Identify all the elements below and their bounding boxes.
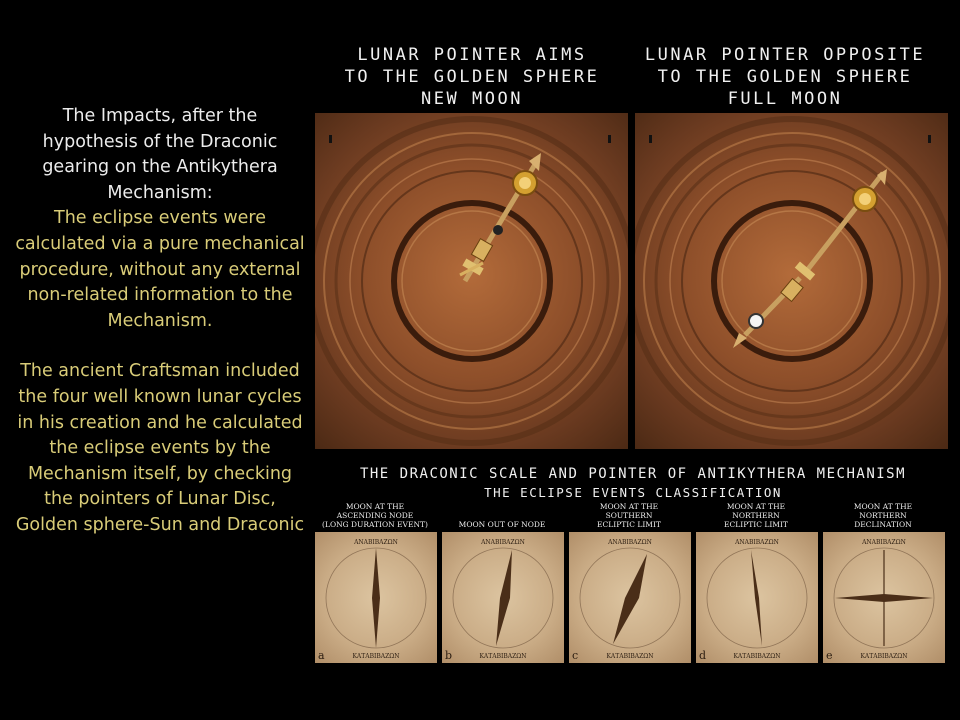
draconic-panel-d xyxy=(696,532,818,663)
panel-letter: a xyxy=(318,649,325,662)
scale-label-top: ΑΝΑΒΙΒΑΖΩΝ xyxy=(608,539,652,546)
scale-label-top: ΑΝΑΒΙΒΑΖΩΝ xyxy=(354,539,398,546)
caption-new-moon-line1: LUNAR POINTER AIMS xyxy=(357,45,587,65)
caption-full-moon-line1: LUNAR POINTER OPPOSITE xyxy=(644,45,926,65)
draconic-label-d: MOON AT THE NORTHERN ECLIPTIC LIMIT xyxy=(724,502,788,529)
intro-text: The Impacts, after the hypothesis of the Draconic gearing on the Antikythera Mechanism: xyxy=(42,106,278,203)
draconic-panel-e xyxy=(823,532,945,663)
scale-label-bottom: ΚΑΤΑΒΙΒΑΖΩΝ xyxy=(352,653,400,660)
caption-full-moon-line3: FULL MOON xyxy=(727,89,843,109)
draconic-panel-b xyxy=(442,532,564,663)
draconic-title: THE DRACONIC SCALE AND POINTER OF ANTIKYTHERA MECHANISM xyxy=(359,466,907,482)
panel-letter: d xyxy=(699,649,707,662)
caption-new-moon-line2: TO THE GOLDEN SPHERE xyxy=(344,67,600,87)
scale-label-bottom: ΚΑΤΑΒΙΒΑΖΩΝ xyxy=(479,653,527,660)
caption-full-moon xyxy=(632,44,938,110)
scale-label-top: ΑΝΑΒΙΒΑΖΩΝ xyxy=(481,539,525,546)
panel-letter: b xyxy=(445,649,453,662)
caption-full-moon-line2: TO THE GOLDEN SPHERE xyxy=(657,67,913,87)
scale-label-bottom: ΚΑΤΑΒΙΒΑΖΩΝ xyxy=(733,653,781,660)
scale-label-top: ΑΝΑΒΙΒΑΖΩΝ xyxy=(862,539,906,546)
paragraph-craftsman: The ancient Craftsman included the four well known lunar cycles in his creation and he calculated the eclipse events by the Mechanism itself, by checking the pointers of Lunar Disc, Golden sphere-Sun and Draconic xyxy=(15,361,305,535)
dial-image-full-moon xyxy=(635,113,948,449)
draconic-subtitle: THE ECLIPSE EVENTS CLASSIFICATION xyxy=(484,485,782,500)
draconic-label-b: MOON OUT OF NODE xyxy=(458,520,546,529)
draconic-label-c: MOON AT THE SOUTHERN ECLIPTIC LIMIT xyxy=(597,502,661,529)
panel-letter: c xyxy=(572,649,579,662)
draconic-label-a: MOON AT THE ASCENDING NODE (LONG DURATION EVENT) xyxy=(322,502,428,529)
scale-label-bottom: ΚΑΤΑΒΙΒΑΖΩΝ xyxy=(606,653,654,660)
left-text-block xyxy=(14,104,306,539)
draconic-panel-c xyxy=(569,532,691,663)
paragraph-mechanical: The eclipse events were calculated via a pure mechanical procedure, without any external non-related information to the Mechanism. xyxy=(15,208,305,331)
draconic-panel-a xyxy=(315,532,437,663)
panel-letter: e xyxy=(826,649,833,662)
dial-image-new-moon xyxy=(315,113,628,449)
scale-label-top: ΑΝΑΒΙΒΑΖΩΝ xyxy=(735,539,779,546)
scale-label-bottom: ΚΑΤΑΒΙΒΑΖΩΝ xyxy=(860,653,908,660)
caption-new-moon xyxy=(322,44,622,110)
caption-new-moon-line3: NEW MOON xyxy=(421,89,523,109)
draconic-label-e: MOON AT THE NORTHERN DECLINATION xyxy=(853,502,913,529)
